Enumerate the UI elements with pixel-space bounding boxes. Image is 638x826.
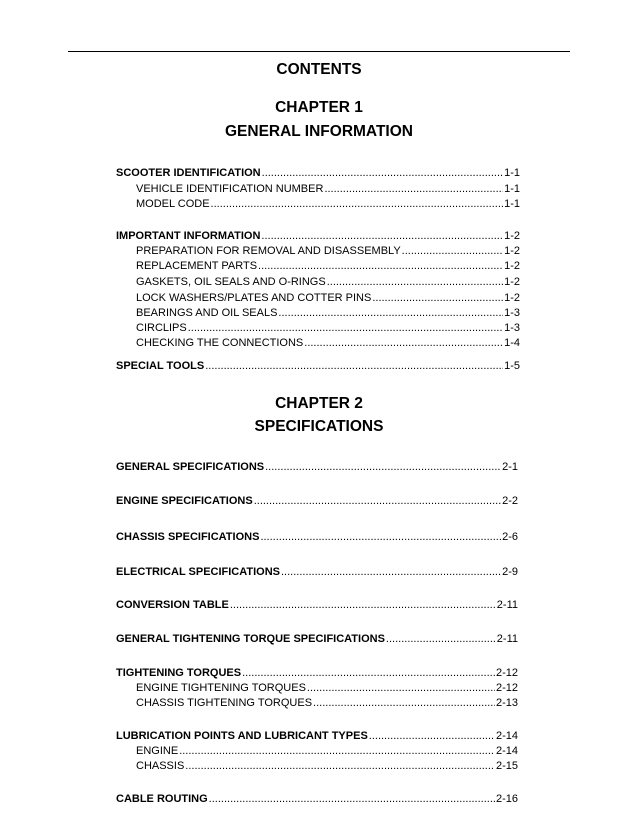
toc-entry-scooter-identification[interactable] bbox=[116, 166, 520, 181]
toc-entry-engine-tightening-torques[interactable] bbox=[136, 681, 518, 696]
toc-entry-label: PREPARATION FOR REMOVAL AND DISASSEMBLY bbox=[136, 245, 401, 257]
toc-entry-label: GENERAL TIGHTENING TORQUE SPECIFICATIONS bbox=[116, 633, 385, 645]
dot-leader bbox=[278, 306, 503, 321]
toc-entry-label: ENGINE bbox=[136, 745, 179, 757]
toc-entry-label: REPLACEMENT PARTS bbox=[136, 260, 258, 272]
toc-entry-model-code[interactable] bbox=[136, 197, 520, 212]
toc-entry-page: 1-2 bbox=[504, 245, 520, 257]
chapter-1-label: CHAPTER 1 bbox=[275, 99, 363, 116]
toc-entry-chassis-specifications[interactable] bbox=[116, 530, 518, 545]
toc-entry-label: GASKETS, OIL SEALS AND O-RINGS bbox=[136, 276, 326, 288]
toc-entry-chassis[interactable] bbox=[136, 759, 518, 774]
toc-entry-label: CIRCLIPS bbox=[136, 322, 187, 334]
toc-entry-page: 2-14 bbox=[495, 745, 518, 757]
toc-entry-page: 2-12 bbox=[495, 682, 518, 694]
toc-entry-label: CABLE ROUTING bbox=[116, 793, 208, 805]
toc-entry-label: ENGINE SPECIFICATIONS bbox=[116, 495, 253, 507]
toc-entry-lubrication-points[interactable] bbox=[116, 729, 518, 744]
dot-leader bbox=[211, 197, 504, 212]
toc-entry-page: 2-15 bbox=[495, 760, 518, 772]
toc-entry-page: 2-13 bbox=[495, 697, 518, 709]
toc-entry-label: TIGHTENING TORQUES bbox=[116, 667, 242, 679]
toc-entry-bearings-and-oil-seals[interactable] bbox=[136, 306, 520, 321]
toc-entry-label: ELECTRICAL SPECIFICATIONS bbox=[116, 566, 280, 578]
toc-entry-page: 1-5 bbox=[504, 360, 520, 372]
dot-leader bbox=[372, 291, 503, 306]
toc-entry-lock-washers[interactable] bbox=[136, 291, 520, 306]
dot-leader bbox=[281, 565, 501, 580]
toc-entry-page: 1-1 bbox=[504, 198, 520, 210]
toc-entry-page: 2-14 bbox=[495, 730, 518, 742]
dot-leader bbox=[185, 759, 495, 774]
dot-leader bbox=[242, 666, 495, 681]
toc-entry-label: BEARINGS AND OIL SEALS bbox=[136, 307, 278, 319]
toc-entry-page: 1-2 bbox=[504, 260, 520, 272]
contents-title: CONTENTS bbox=[276, 61, 362, 78]
toc-entry-page: 2-11 bbox=[496, 633, 518, 645]
dot-leader bbox=[254, 494, 501, 509]
toc-entry-general-tightening-torque[interactable] bbox=[116, 632, 518, 647]
toc-entry-page: 1-1 bbox=[504, 167, 520, 179]
chapter-1-title: GENERAL INFORMATION bbox=[224, 123, 413, 140]
toc-entry-page: 1-2 bbox=[504, 292, 520, 304]
toc-entry-vehicle-identification-number[interactable] bbox=[136, 182, 520, 197]
toc-entry-engine[interactable] bbox=[136, 744, 518, 759]
toc-entry-label: CONVERSION TABLE bbox=[116, 599, 229, 611]
toc-entry-label: MODEL CODE bbox=[136, 198, 210, 210]
toc-entry-gaskets-oil-seals[interactable] bbox=[136, 275, 520, 290]
toc-entry-engine-specifications[interactable] bbox=[116, 494, 518, 509]
toc-entry-general-specifications[interactable] bbox=[116, 460, 518, 475]
dot-leader bbox=[324, 182, 503, 197]
dot-leader bbox=[313, 696, 495, 711]
dot-leader bbox=[230, 598, 496, 613]
toc-entry-cable-routing[interactable] bbox=[116, 792, 518, 807]
chapter-2-title: SPECIFICATIONS bbox=[254, 418, 384, 435]
toc-entry-tightening-torques[interactable] bbox=[116, 666, 518, 681]
toc-entry-page: 2-11 bbox=[496, 599, 518, 611]
toc-entry-page: 2-12 bbox=[495, 667, 518, 679]
toc-entry-label: ENGINE TIGHTENING TORQUES bbox=[136, 682, 306, 694]
toc-entry-page: 2-6 bbox=[502, 531, 518, 543]
dot-leader bbox=[265, 460, 501, 475]
toc-entry-label: CHASSIS bbox=[136, 760, 185, 772]
dot-leader bbox=[307, 681, 495, 696]
toc-entry-electrical-specifications[interactable] bbox=[116, 565, 518, 580]
dot-leader bbox=[188, 321, 503, 336]
dot-leader bbox=[209, 792, 495, 807]
dot-leader bbox=[179, 744, 495, 759]
toc-entry-page: 2-2 bbox=[502, 495, 518, 507]
toc-entry-important-information[interactable] bbox=[116, 229, 520, 244]
dot-leader bbox=[369, 729, 495, 744]
toc-entry-page: 1-3 bbox=[504, 307, 520, 319]
toc-entry-page: 1-2 bbox=[504, 276, 520, 288]
toc-entry-page: 1-2 bbox=[504, 230, 520, 242]
toc-entry-label: IMPORTANT INFORMATION bbox=[116, 230, 261, 242]
dot-leader bbox=[258, 259, 503, 274]
toc-entry-page: 1-4 bbox=[504, 337, 520, 349]
dot-leader bbox=[260, 530, 501, 545]
dot-leader bbox=[402, 244, 503, 259]
toc-entry-conversion-table[interactable] bbox=[116, 598, 518, 613]
toc-entry-special-tools[interactable] bbox=[116, 359, 520, 374]
toc-entry-page: 2-9 bbox=[502, 566, 518, 578]
toc-entry-page: 1-3 bbox=[504, 322, 520, 334]
toc-entry-label: LOCK WASHERS/PLATES AND COTTER PINS bbox=[136, 292, 372, 304]
toc-entry-preparation-for-removal[interactable] bbox=[136, 244, 520, 259]
dot-leader bbox=[327, 275, 503, 290]
toc-entry-page: 2-1 bbox=[502, 461, 518, 473]
toc-entry-circlips[interactable] bbox=[136, 321, 520, 336]
toc-entry-label: LUBRICATION POINTS AND LUBRICANT TYPES bbox=[116, 730, 368, 742]
top-rule bbox=[68, 51, 570, 52]
toc-entry-label: CHASSIS TIGHTENING TORQUES bbox=[136, 697, 313, 709]
toc-entry-label: VEHICLE IDENTIFICATION NUMBER bbox=[136, 183, 324, 195]
dot-leader bbox=[304, 336, 503, 351]
dot-leader bbox=[262, 166, 503, 181]
toc-entry-label: GENERAL SPECIFICATIONS bbox=[116, 461, 265, 473]
toc-entry-chassis-tightening-torques[interactable] bbox=[136, 696, 518, 711]
toc-entry-label: SPECIAL TOOLS bbox=[116, 360, 205, 372]
toc-entry-page: 1-1 bbox=[504, 183, 520, 195]
toc-entry-checking-the-connections[interactable] bbox=[136, 336, 520, 351]
toc-entry-replacement-parts[interactable] bbox=[136, 259, 520, 274]
dot-leader bbox=[261, 229, 503, 244]
chapter-2-label: CHAPTER 2 bbox=[275, 395, 363, 412]
toc-entry-page: 2-16 bbox=[495, 793, 518, 805]
dot-leader bbox=[205, 359, 503, 374]
toc-entry-label: CHECKING THE CONNECTIONS bbox=[136, 337, 304, 349]
dot-leader bbox=[386, 632, 496, 647]
toc-entry-label: SCOOTER IDENTIFICATION bbox=[116, 167, 261, 179]
toc-entry-label: CHASSIS SPECIFICATIONS bbox=[116, 531, 260, 543]
